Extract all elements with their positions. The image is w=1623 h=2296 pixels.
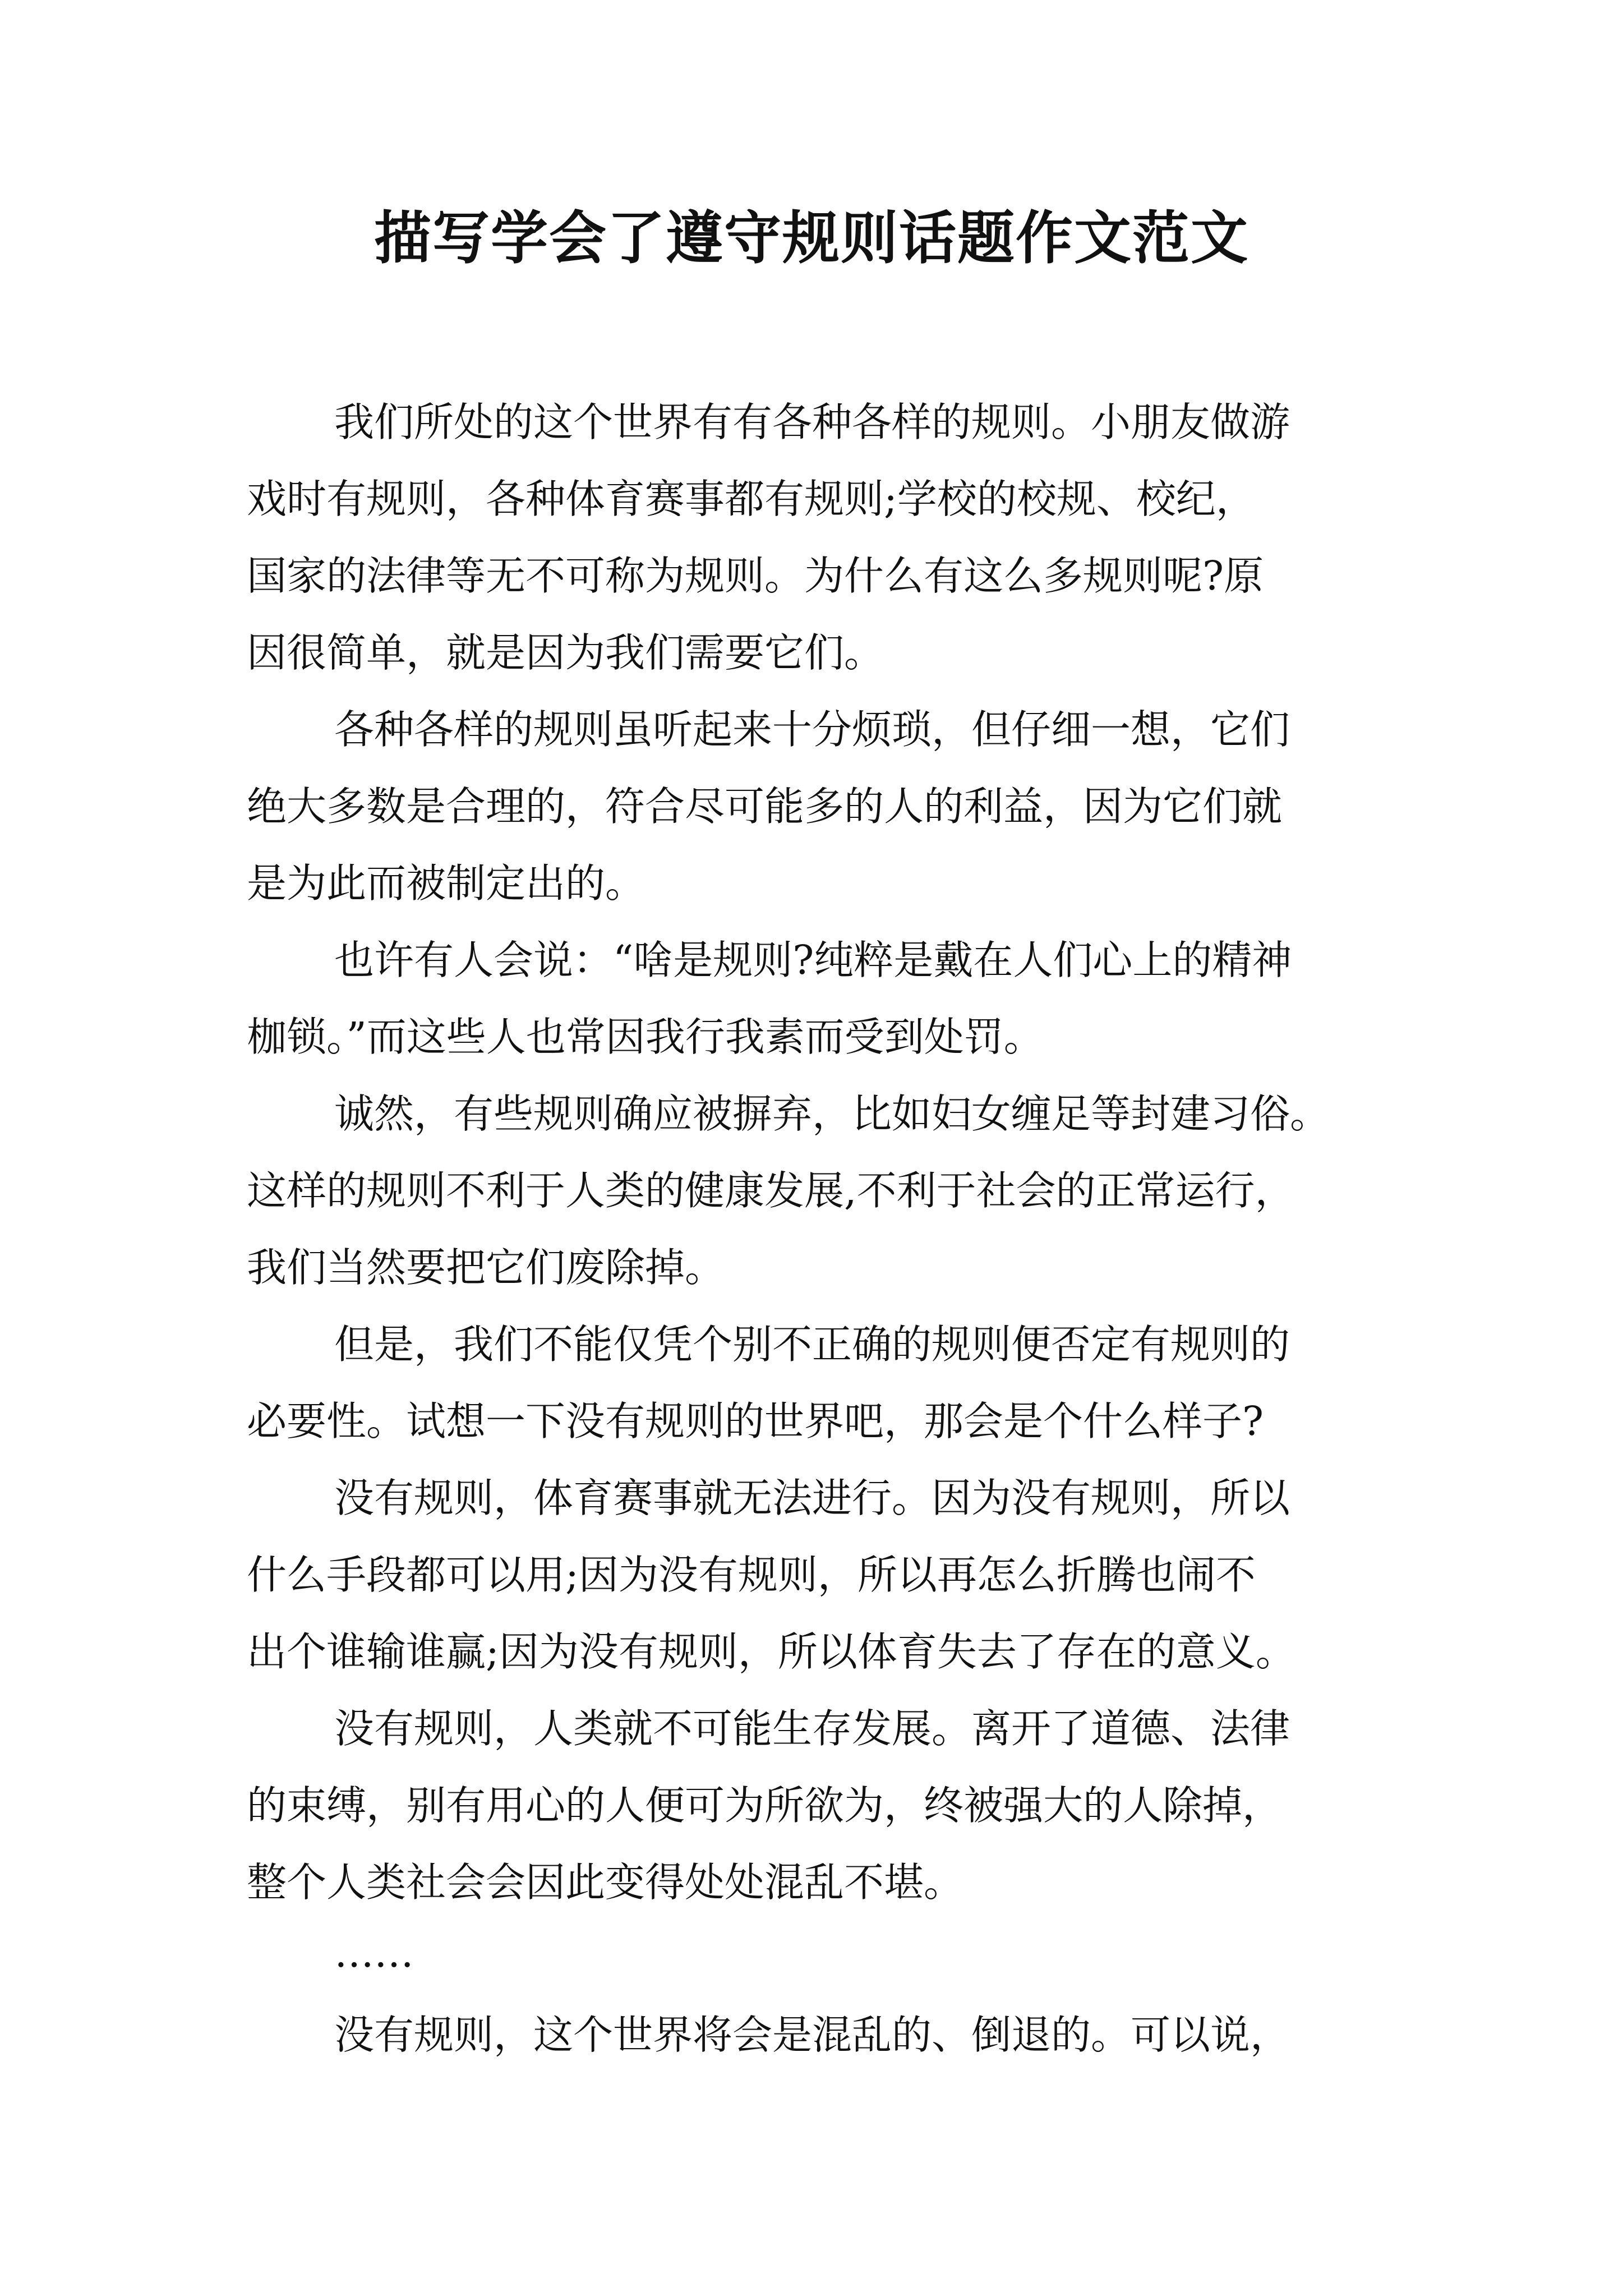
text-line: 这样的规则不利于人类的健康发展,不利于社会的正常运行， <box>247 1167 1295 1214</box>
text-line: 枷锁。”而这些人也常因我行我素而受到处罚。 <box>247 1014 1044 1060</box>
text-line: 国家的法律等无不可称为规则。为什么有这么多规则呢?原 <box>247 553 1264 599</box>
text-line: 什么手段都可以用;因为没有规则，所以再怎么折腾也闹不 <box>247 1552 1256 1598</box>
text-line: 没有规则，人类就不可能生存发展。离开了道德、法律 <box>334 1705 1290 1752</box>
text-line: 戏时有规则，各种体育赛事都有规则;学校的校规、校纪， <box>247 476 1256 522</box>
text-line: 也许有人会说：“啥是规则?纯粹是戴在人们心上的精神 <box>334 937 1292 983</box>
text-line: 必要性。试想一下没有规则的世界吧，那会是个什么样子? <box>247 1398 1264 1444</box>
text-line: 的束缚，别有用心的人便可为所欲为，终被强大的人除掉， <box>247 1782 1283 1829</box>
text-line: 是为此而被制定出的。 <box>247 860 645 907</box>
ellipsis-line: …… <box>334 1930 414 1976</box>
text-line: 因很简单，就是因为我们需要它们。 <box>247 629 884 676</box>
text-line: 我们当然要把它们废除掉。 <box>247 1244 725 1291</box>
text-line: 没有规则，体育赛事就无法进行。因为没有规则，所以 <box>334 1475 1290 1521</box>
text-line: 但是，我们不能仅凭个别不正确的规则便否定有规则的 <box>334 1321 1290 1368</box>
text-line: 绝大多数是合理的，符合尽可能多的人的利益，因为它们就 <box>247 783 1283 830</box>
text-line: 各种各样的规则虽听起来十分烦琐，但仔细一想，它们 <box>334 706 1290 753</box>
text-line: 没有规则，这个世界将会是混乱的、倒退的。可以说， <box>334 2012 1290 2058</box>
text-line: 出个谁输谁赢;因为没有规则，所以体育失去了存在的意义。 <box>247 1628 1295 1675</box>
text-line: 诚然，有些规则确应被摒弃，比如妇女缠足等封建习俗。 <box>334 1091 1330 1137</box>
text-line: 我们所处的这个世界有有各种各样的规则。小朋友做游 <box>334 399 1290 445</box>
document-title: 描写学会了遵守规则话题作文范文 <box>374 205 1249 272</box>
text-line: 整个人类社会会因此变得处处混乱不堪。 <box>247 1859 964 1906</box>
